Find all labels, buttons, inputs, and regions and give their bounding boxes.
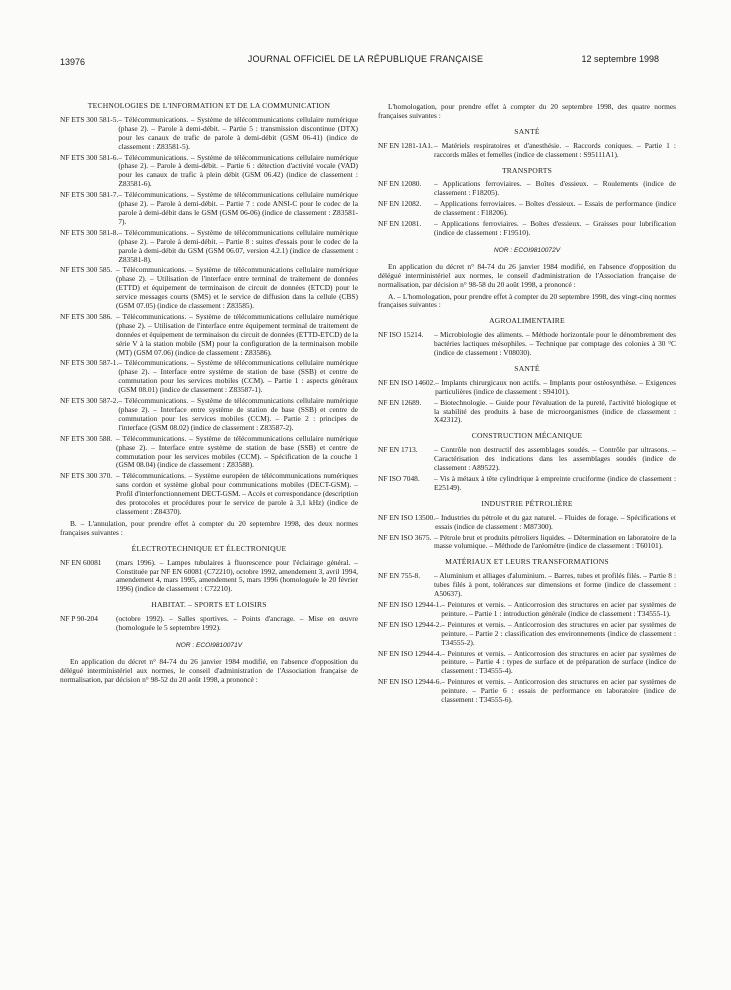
norm-code: NF EN 755-8. — [378, 571, 421, 581]
paragraph: A. – L'homologation, pour prendre effet à compter du 20 septembre 1998, des vingt-cinq normes françaises suivantes : — [378, 291, 676, 310]
norm-code: NF ETS 300 581-6. — [60, 152, 119, 162]
norm-entry — [60, 229, 358, 265]
norm-entry — [378, 331, 676, 358]
norm-description: – Télécommunications. – Système de télécommunications cellulaire numérique (phase 2). – Parole à demi-débit. – Partie 8 : suites d'essais pour le codec de la parole à demi-débit du GSM (GSM 06.07, version 4.2.1) (indice de classement : Z83581-8). — [118, 227, 358, 264]
norm-description: – Vis à métaux à tête cylindrique à empreinte cruciforme (indice de classement : E25149). — [434, 474, 676, 492]
norm-code: NF ISO 15214. — [378, 330, 424, 340]
norm-description: – Applications ferroviaires. – Boîtes d'essieux. – Essais de performance (indice de classement : F18206). — [434, 199, 676, 218]
entry-list — [378, 331, 676, 358]
right-column — [378, 100, 676, 707]
norm-description: – Biotechnologie. – Guide pour l'évaluation de la pureté, l'activité biologique et la stabilité des produits à base de microorganismes (indice de classement : X42312). — [434, 397, 676, 425]
entry-list — [378, 446, 676, 493]
norm-description: (mars 1996). – Lampes tubulaires à fluorescence pour l'éclairage général. – Constituée par NF EN 60081 (C72210), octobre 1992, amendement 3, avril 1994, amendement 4, mars 1995, amendement 5, mars 1996 (homologuée le 20 février 1996) (indice de classement : C72210). — [116, 557, 358, 594]
norm-description: – Peintures et vernis. – Anticorrosion des structures en acier par systèmes de peinture. – Partie 1 : introduction générale (indice de classement : T34555-1). — [441, 599, 676, 618]
norm-entry — [378, 379, 676, 397]
norm-description: – Télécommunications. – Système de télécommunications cellulaire numérique (phase 2). – Interface entre système de station de base (SSB) et centre de commutation pour les services mobiles (CCM). – Partie 1 : aspects généraux (GSM 08.01) (indice de classement : Z83587-1). — [118, 358, 358, 395]
paragraph: En application du décret n° 84-74 du 26 janvier 1984 modifié, en l'absence d'opposition du délégué interministériel aux normes, le conseil d'administration de l'Association française de normalisation, par décision n° 98-52 du 20 août 1998, a prononcé : — [60, 656, 358, 684]
norm-entry — [378, 678, 676, 705]
norm-entry — [60, 313, 358, 358]
norm-description: – Télécommunications. – Système de télécommunications cellulaire numérique (phase 2). – Interface entre système de station de base (SSB) et centre de commutation pour les services mobiles (CCM). – Partie 2 : principes de l'interface (GSM 08.02) (indice de classement : Z83587-2). — [118, 396, 358, 432]
norm-description: – Microbiologie des aliments. – Méthode horizontale pour le dénombrement des bactéries lactiques mésophiles. – Technique par comptage des colonies à 30 °C (indice de classement : V08030). — [434, 330, 676, 358]
paragraph: B. – L'annulation, pour prendre effet à compter du 20 septembre 1998, des deux normes françaises suivantes : — [60, 518, 358, 537]
norm-code: NF EN ISO 14602. — [378, 377, 436, 387]
norm-code: NF ETS 300 370. — [60, 471, 113, 481]
norm-description: – Télécommunications. – Système de télécommunications cellulaire numérique (phase 2). – Utilisation de l'interface entre terminal de traitement de données (ETTD) et équipement de terminaison de circuit de données (ETCD) pour le service messages courts (SMS) et le service de diffusion dans la cellule (CBS) (GSM 07.05) (indice de classement : Z83585). — [116, 265, 358, 311]
norm-description: – Pétrole brut et produits pétroliers liquides. – Détermination en laboratoire de la masse volumique. – Méthode de l'aréomètre (indice de classement : T60101). — [434, 532, 676, 551]
norm-description: – Aluminium et alliages d'aluminium. – Barres, tubes et profilés filés. – Partie 8 : tubes filés à pont, tolérances sur dimensions et forme (indice de classement : A50637). — [434, 571, 676, 599]
norm-description: – Contrôle non destructif des assemblages soudés. – Contrôle par ultrasons. – Caractérisation des indications dans les assemblages soudés (indice de classement : A89522). — [434, 445, 676, 473]
entry-list — [60, 559, 358, 595]
norm-description: (octobre 1992). – Salles sportives. – Points d'ancrage. – Mise en œuvre (homologuée le 5 septembre 1992). — [116, 614, 358, 633]
norm-code: NF EN 60081 — [60, 557, 102, 567]
norm-entry — [60, 615, 358, 633]
norm-entry — [378, 220, 676, 238]
norm-entry — [378, 399, 676, 426]
norm-code: NF EN ISO 3675. — [378, 532, 432, 542]
norm-entry — [60, 191, 358, 227]
section-title: INDUSTRIE PÉTROLIÈRE — [481, 498, 573, 508]
section-title: ÉLECTROTECHNIQUE ET ÉLECTRONIQUE — [131, 543, 287, 553]
entry-list — [378, 379, 676, 426]
section-title: HABITAT. – SPORTS ET LOISIRS — [151, 600, 267, 610]
norm-description: – Télécommunications. – Système de télécommunications cellulaire numérique (phase 2). – Parole à demi-débit. – Partie 5 : transmission discontinue (DTX) pour les canaux de trafic de parole à demi-débit (GSM 06-41) (indice de classement : Z83581-5). — [118, 114, 358, 151]
issue-date: 12 septembre 1998 — [581, 54, 659, 64]
norm-code: NF ETS 300 588. — [60, 433, 113, 443]
nor-reference: NOR : ECOI9810071V — [175, 641, 243, 649]
norm-entry — [378, 200, 676, 218]
left-column — [60, 100, 358, 688]
entry-list — [60, 615, 358, 633]
norm-description: – Applications ferroviaires. – Boîtes d'essieux. – Graisses pour lubrification (indice de classement : F19510). — [434, 219, 676, 237]
entry-list — [378, 180, 676, 237]
norm-entry — [378, 621, 676, 648]
norm-description: – Peintures et vernis. – Anticorrosion des structures en acier par systèmes de peinture. – Partie 6 : essais de performance en laboratoire (indice de classement : T34555-6). — [441, 677, 676, 705]
paragraph: En application du décret n° 84-74 du 26 janvier 1984 modifié, en l'absence d'opposition du délégué interministériel aux normes, le conseil d'administration de l'Association française de normalisation, par décision n° 98-58 du 20 août 1998, a prononcé : — [378, 261, 676, 289]
norm-entry — [60, 472, 358, 517]
entry-list — [378, 514, 676, 552]
norm-entry — [378, 142, 676, 160]
section-title: MATÉRIAUX ET LEURS TRANSFORMATIONS — [445, 557, 609, 567]
norm-entry — [60, 154, 358, 190]
norm-entry — [378, 601, 676, 619]
norm-entry — [60, 266, 358, 311]
norm-entry — [378, 180, 676, 198]
norm-code: NF ISO 7048. — [378, 474, 420, 483]
norm-description: – Peintures et vernis. – Anticorrosion des structures en acier par systèmes de peinture. – Partie 4 : types de surface et de préparation de surface (indice de classement : T34555-4). — [441, 648, 676, 676]
norm-entry — [378, 534, 676, 552]
entry-list — [378, 572, 676, 705]
norm-entry — [378, 514, 676, 532]
norm-code: NF EN 12689. — [378, 397, 422, 407]
norm-code: NF EN 1713. — [378, 445, 418, 455]
norm-description: – Applications ferroviaires. – Boîtes d'essieux. – Roulements (indice de classement : F18205). — [434, 179, 676, 198]
norm-code: NF ETS 300 587-2. — [60, 396, 119, 406]
norm-description: – Télécommunications. – Système de télécommunications cellulaire numérique (phase 2). – Parole à demi-débit. – Partie 7 : code ANSI-C pour le codec de la parole à demi-débit dans le GSM (GSM 06-06) (indice de classement : Z83581-7). — [118, 190, 358, 226]
norm-entry — [60, 116, 358, 152]
norm-code: NF EN 12081. — [378, 219, 422, 229]
section-title: SANTÉ — [514, 363, 540, 373]
section-title: TRANSPORTS — [501, 165, 553, 175]
norm-code: NF EN ISO 12944-4. — [378, 648, 442, 658]
norm-entry — [60, 397, 358, 433]
norm-description: – Télécommunications. – Système de télécommunications cellulaire numérique (phase 2). – Parole à demi-débit. – Partie 6 : détection d'activité vocale (VAD) pour les canaux de trafic à plein débit (GSM 06.42) (indice de classement : Z83581-6). — [118, 152, 358, 189]
norm-code: NF EN ISO 13500. — [378, 512, 436, 522]
norm-entry — [378, 446, 676, 473]
nor-reference: NOR : ECOI9810072V — [493, 246, 561, 254]
page-number: 13976 — [60, 57, 86, 67]
norm-entry — [60, 359, 358, 395]
norm-description: – Industries du pétrole et du gaz naturel. – Fluides de forage. – Spécifications et essais (indice de classement : M87300). — [435, 512, 676, 531]
norm-description: – Peintures et vernis. – Anticorrosion des structures en acier par systèmes de peinture. – Partie 2 : classification des environnements (indice de classement : T34555-2). — [441, 619, 676, 647]
norm-code: NF ETS 300 581-7. — [60, 190, 119, 200]
norm-description: – Télécommunications. – Système de télécommunications cellulaire numérique (phase 2). – Utilisation de l'interface entre équipement terminal de traitement de données et équipement de terminaison du circuit de données (ETTD-ETCD) de la série V à la station mobile (SM) pour la configuration de la terminaison mobile (MT) (GSM 07.06) (indice de classement : Z83586). — [116, 311, 358, 357]
norm-code: NF ETS 300 587-1. — [60, 358, 119, 368]
norm-entry — [378, 475, 676, 493]
norm-entry — [60, 435, 358, 471]
norm-code: NF EN 1281-1A1. — [378, 140, 433, 150]
page-header — [0, 52, 731, 72]
section-title: CONSTRUCTION MÉCANIQUE — [471, 431, 583, 441]
norm-code: NF EN ISO 12944-6. — [378, 677, 442, 687]
entry-list — [378, 142, 676, 160]
section-title: TECHNOLOGIES DE L'INFORMATION ET DE LA COMMUNICATION — [87, 101, 331, 110]
norm-description: – Matériels respiratoires et d'anesthésie. – Raccords coniques. – Partie 1 : raccords mâles et femelles (indice de classement : S95111A1). — [434, 140, 676, 159]
norm-description: – Implants chirurgicaux non actifs. – Implants pour ostéosynthèse. – Exigences particulières (indice de classement : S94101). — [435, 377, 676, 396]
norm-description: – Télécommunications. – Système européen de télécommunications numériques sans cordon et système global pour communications mobiles (DECT-GSM). – Profil d'interfonctionnement DECT-GSM. – Accès et correspondance (description des protocoles et procédures pour le service de parole à 3,1 kHz) (indice de classement : Z84370). — [116, 471, 359, 516]
norm-entry — [60, 559, 358, 595]
journal-title: JOURNAL OFFICIEL DE LA RÉPUBLIQUE FRANÇAISE — [247, 54, 484, 64]
norm-code: NF P 90-204 — [60, 614, 98, 624]
norm-code: NF ETS 300 581-8. — [60, 227, 119, 237]
norm-description: – Télécommunications. – Système de télécommunications cellulaire numérique (phase 2). – Interface entre système de station de base (SSB) et centre de commutation pour les services mobiles (CCM). – Spécification de la couche 1 (GSM 08.04) (indice de classement : Z83588). — [116, 433, 358, 470]
norm-entry — [378, 572, 676, 599]
norm-entry — [378, 650, 676, 677]
section-title: SANTÉ — [514, 126, 540, 136]
norm-code: NF ETS 300 585. — [60, 265, 113, 275]
norm-code: NF EN 12082. — [378, 199, 422, 209]
norm-code: NF EN ISO 12944-1. — [378, 599, 442, 609]
section-title: AGROALIMENTAIRE — [489, 316, 565, 326]
entry-list — [60, 116, 358, 517]
norm-code: NF EN 12080. — [378, 179, 422, 189]
norm-code: NF EN ISO 12944-2. — [378, 619, 442, 629]
norm-code: NF ETS 300 586. — [60, 311, 113, 321]
norm-code: NF ETS 300 581-5. — [60, 114, 119, 124]
paragraph: L'homologation, pour prendre effet à compter du 20 septembre 1998, des quatre normes françaises suivantes : — [378, 102, 676, 120]
